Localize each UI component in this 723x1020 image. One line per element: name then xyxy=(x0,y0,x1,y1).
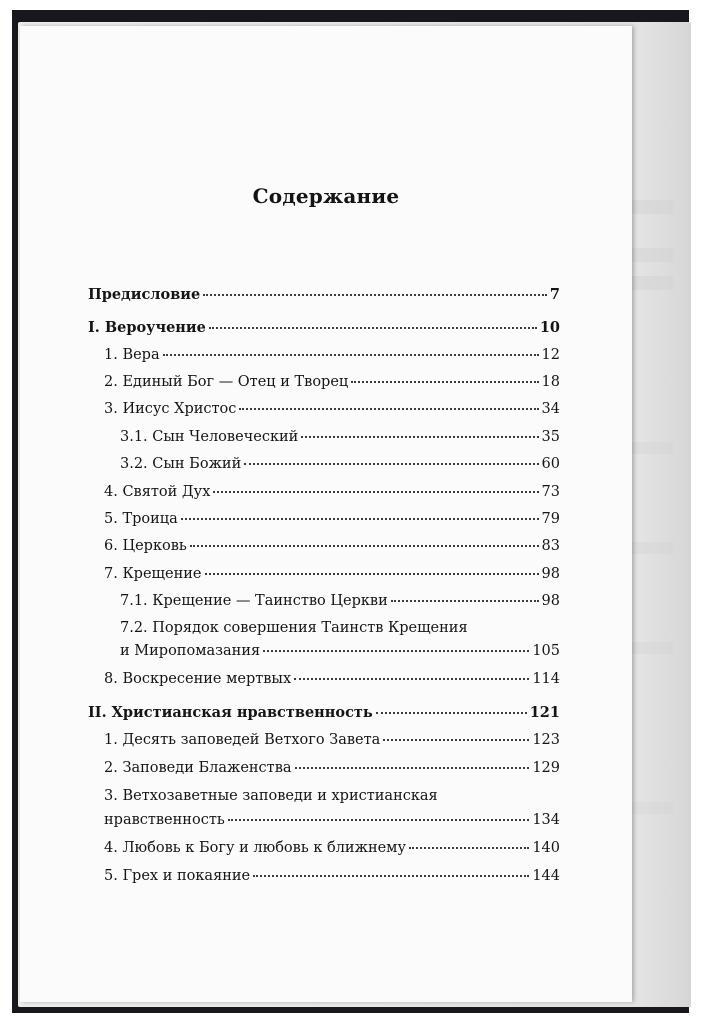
toc-page-number: 18 xyxy=(541,374,560,390)
toc-subentry-label-line1: 7.2. Порядок совершения Таинств Крещения xyxy=(120,620,468,636)
dot-leader xyxy=(205,573,539,575)
toc-subentry xyxy=(88,643,560,665)
toc-entry-label: 3.1. Сын Человеческий xyxy=(120,429,299,445)
toc-page-number: 134 xyxy=(532,812,560,828)
toc-page-number: 7 xyxy=(549,286,560,303)
toc-entry-label: 4. Святой Дух xyxy=(104,484,211,500)
toc-entry xyxy=(88,760,560,782)
toc-page-number: 140 xyxy=(532,840,560,856)
toc-subentry xyxy=(88,593,560,615)
toc-entry xyxy=(88,868,560,890)
toc-entry-label: 3. Иисус Христос xyxy=(104,401,237,417)
dot-leader xyxy=(209,327,537,329)
toc-entry xyxy=(88,812,560,834)
toc-page-number: 129 xyxy=(532,760,560,776)
toc-page-number: 60 xyxy=(541,456,560,472)
dot-leader xyxy=(203,294,547,296)
dot-leader xyxy=(376,712,527,714)
toc-page-number: 98 xyxy=(541,566,560,582)
toc-page-number: 12 xyxy=(541,347,560,363)
dot-leader xyxy=(244,463,538,465)
dot-leader xyxy=(190,545,539,547)
toc-entry xyxy=(88,840,560,862)
toc-entry-label: I. Вероучение xyxy=(88,319,206,336)
dot-leader xyxy=(301,436,538,438)
toc-entry-label: 5. Троица xyxy=(104,511,178,527)
dot-leader xyxy=(295,767,530,769)
toc-entry xyxy=(88,401,560,423)
toc-page-number: 98 xyxy=(541,593,560,609)
dot-leader xyxy=(383,739,529,741)
book-page xyxy=(20,26,632,1002)
toc-entry-label: 4. Любовь к Богу и любовь к ближнему xyxy=(104,840,406,856)
toc-page-number: 10 xyxy=(539,319,560,336)
toc-entry-label: 7. Крещение xyxy=(104,566,202,582)
toc-entry-label: нравственность xyxy=(104,812,225,828)
toc-subentry xyxy=(88,456,560,478)
dot-leader xyxy=(391,600,539,602)
toc-entry xyxy=(88,484,560,506)
toc-entry-label: 1. Вера xyxy=(104,347,160,363)
toc-entry xyxy=(88,374,560,396)
dot-leader xyxy=(228,819,530,821)
toc-page-number: 79 xyxy=(541,511,560,527)
toc-entry-label-line1: 3. Ветхозаветные заповеди и христианская xyxy=(104,788,438,804)
toc-title: Содержание xyxy=(252,184,400,208)
dot-leader xyxy=(351,381,538,383)
toc-entry-label: 3.2. Сын Божий xyxy=(120,456,242,472)
toc-entry xyxy=(88,671,560,693)
toc-entry xyxy=(88,538,560,560)
dot-leader xyxy=(213,491,538,493)
toc-subentry xyxy=(88,429,560,451)
toc-entry-label: 5. Грех и покаяние xyxy=(104,868,251,884)
dot-leader xyxy=(409,847,529,849)
toc-page-number: 121 xyxy=(529,704,560,721)
toc-page-number: 144 xyxy=(532,868,560,884)
toc-entry-preface xyxy=(88,286,560,308)
toc-entry-label: Предисловие xyxy=(88,286,201,303)
toc-page-number: 114 xyxy=(532,671,560,687)
toc-entry xyxy=(88,511,560,533)
toc-page-number: 83 xyxy=(541,538,560,554)
toc-entry-label: и Миропомазания xyxy=(120,643,261,659)
dot-leader xyxy=(163,354,539,356)
toc-page-number: 35 xyxy=(541,429,560,445)
toc-entry-part-2 xyxy=(88,704,560,726)
toc-entry-label: 2. Единый Бог — Отец и Творец xyxy=(104,374,349,390)
toc-page-number: 73 xyxy=(541,484,560,500)
dot-leader xyxy=(181,518,539,520)
toc-entry-label: 1. Десять заповедей Ветхого Завета xyxy=(104,732,381,748)
toc-entry-label: 2. Заповеди Блаженства xyxy=(104,760,292,776)
toc-page-number: 123 xyxy=(532,732,560,748)
toc-entry-label: II. Христианская нравственность xyxy=(88,704,373,721)
dot-leader xyxy=(253,875,529,877)
dot-leader xyxy=(263,650,529,652)
toc-entry-part-1 xyxy=(88,319,560,341)
toc-entry-label: 7.1. Крещение — Таинство Церкви xyxy=(120,593,388,609)
dot-leader xyxy=(239,408,538,410)
toc-entry xyxy=(88,566,560,588)
toc-entry xyxy=(88,732,560,754)
dot-leader xyxy=(294,678,529,680)
toc-entry-label: 8. Воскресение мертвых xyxy=(104,671,292,687)
toc-page-number: 34 xyxy=(541,401,560,417)
toc-page-number: 105 xyxy=(532,643,560,659)
toc-entry-label: 6. Церковь xyxy=(104,538,187,554)
toc-entry xyxy=(88,347,560,369)
